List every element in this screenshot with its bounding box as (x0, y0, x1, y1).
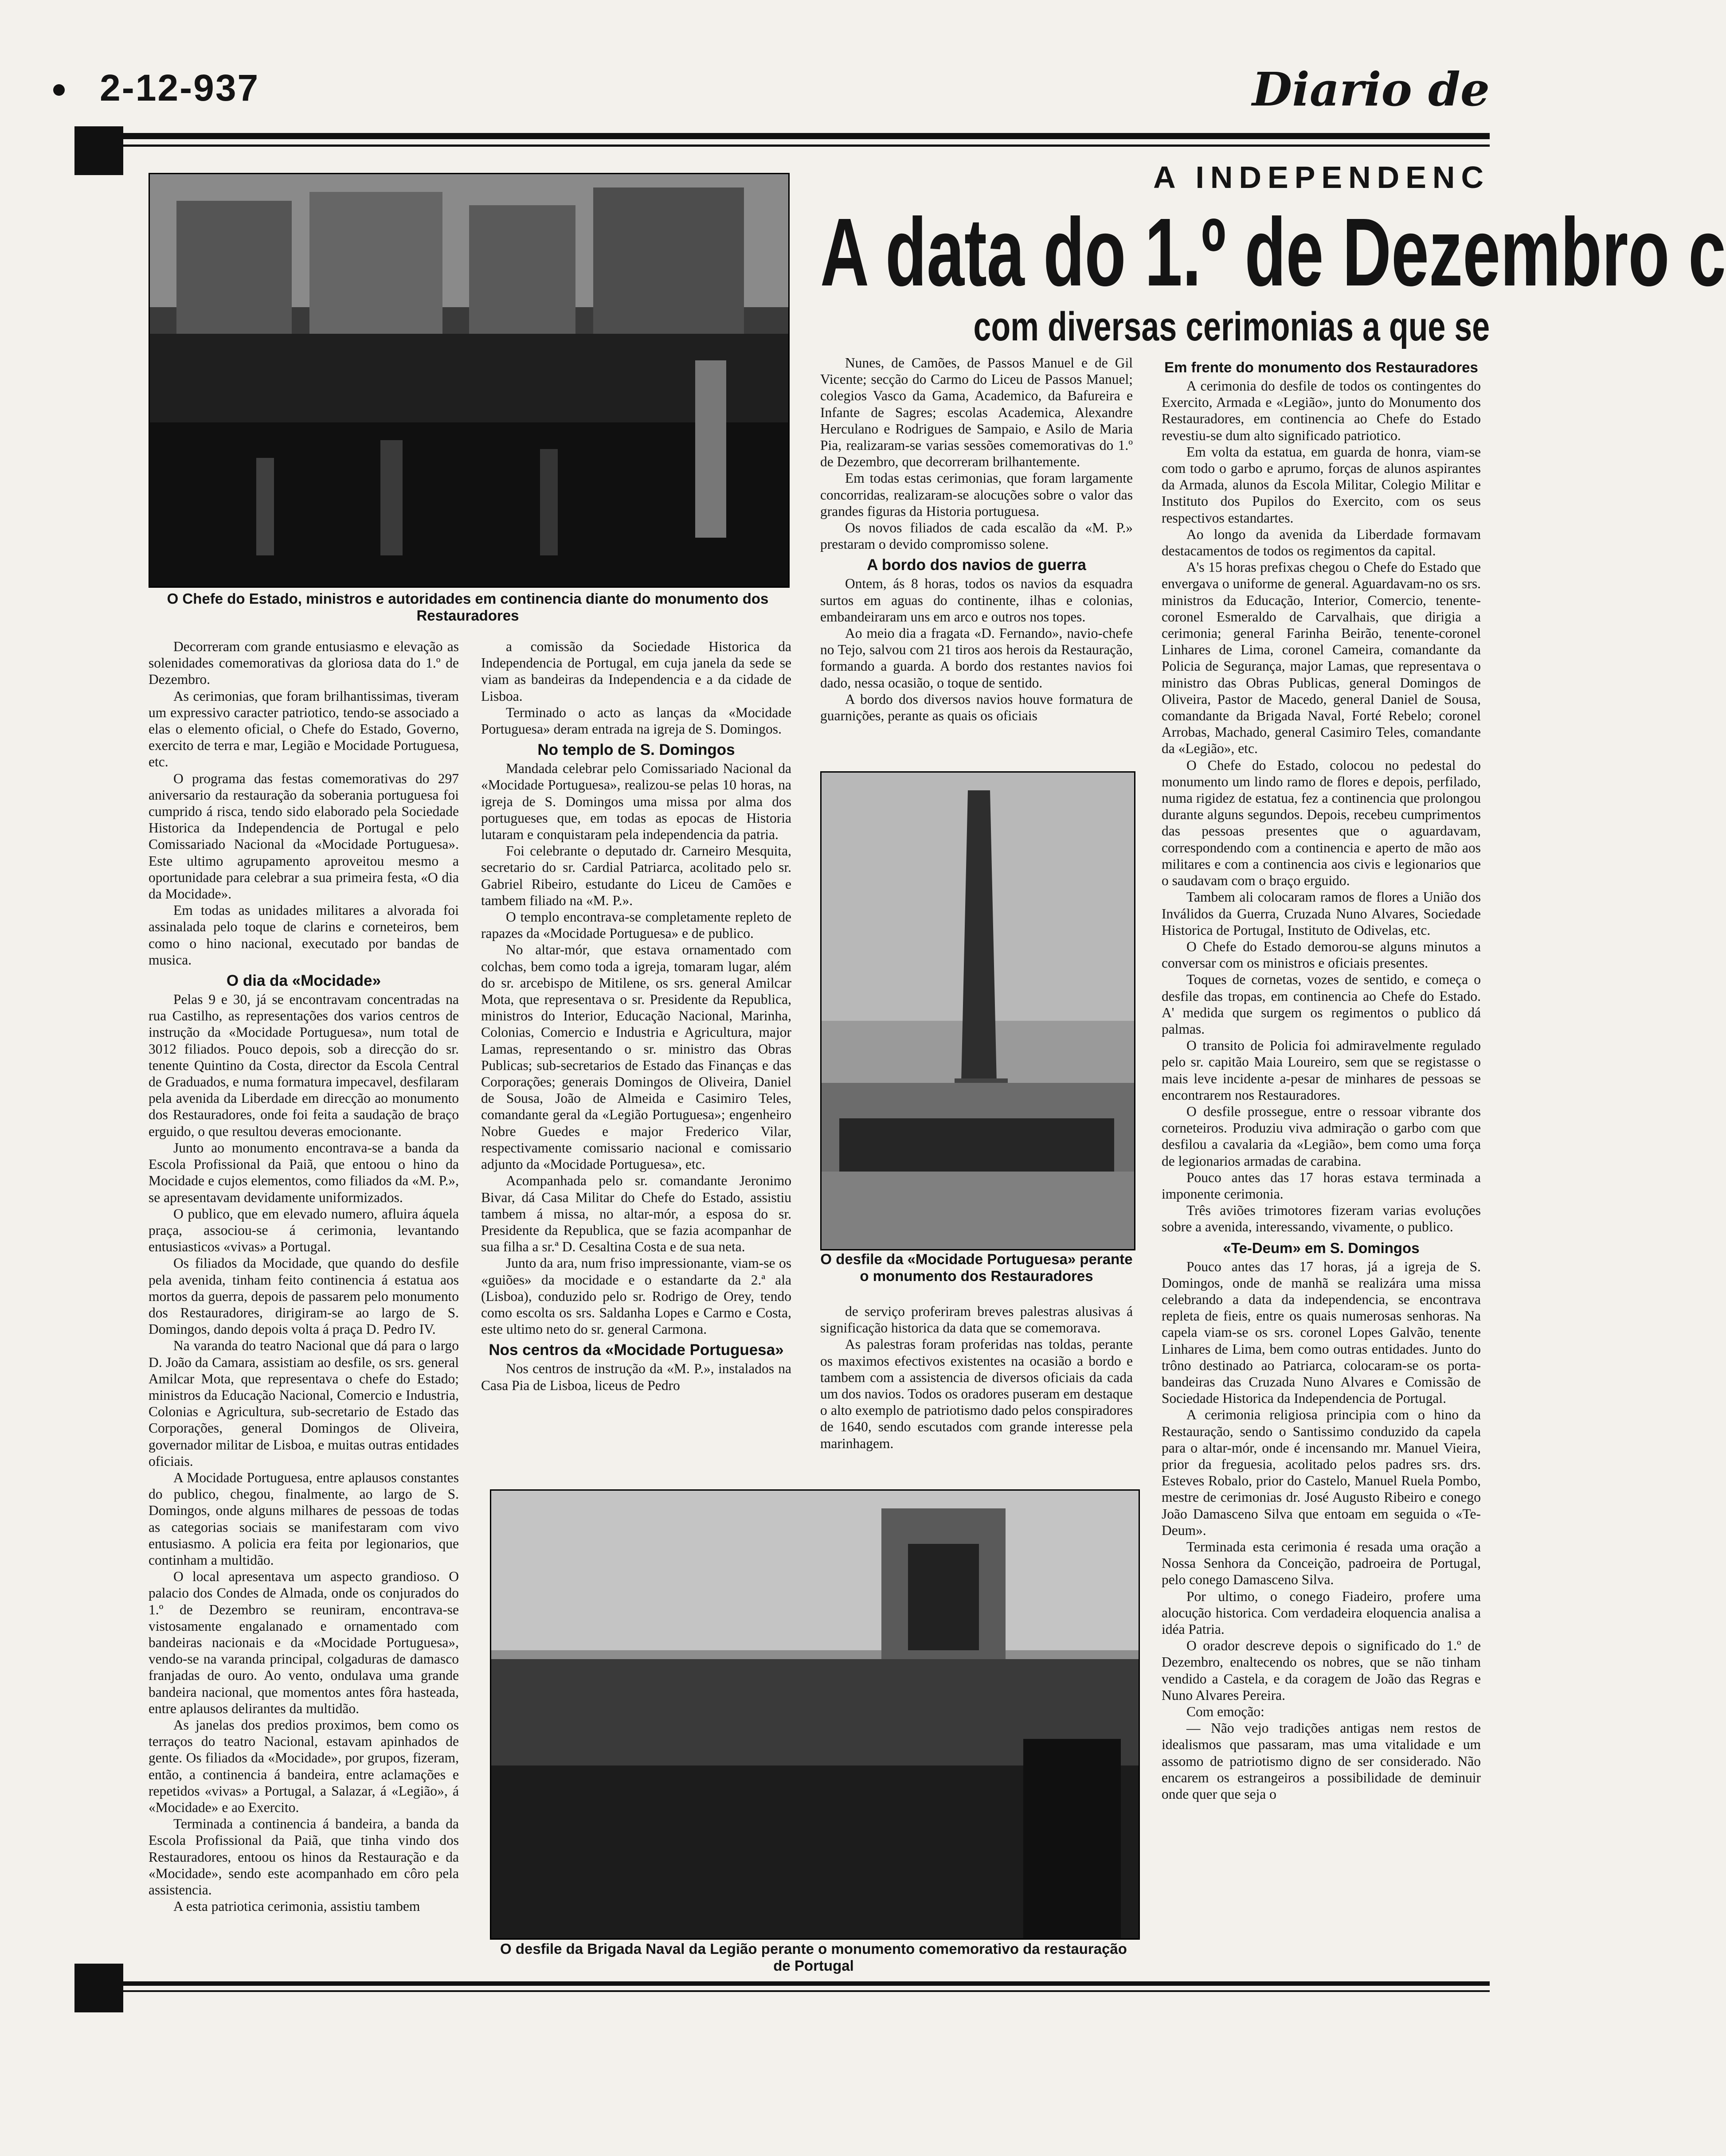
paragraph: Com emoção: (1186, 1704, 1264, 1720)
photo-brigada-caption: O desfile da Brigada Naval da Legião perante o monumento comemorativo da restauração de Portugal (500, 1941, 1127, 1974)
subheading-navios-de-guerra: A bordo dos navios de guerra (867, 556, 1086, 574)
paragraph: O Chefe do Estado, colocou no pedestal do monumento um lindo ramo de flores e depois, perfilado, numa rigidez de estatua, fez a continencia que prolongou durante alguns segundos. Depois, recebeu cumprimentos das pessoas presentes que o aguardavam, correspondendo com a continencia e aperto de mão aos militares e com a continencia aos civis e legionarios que o saudavam com o braço erguido. (1162, 757, 1481, 889)
paragraph: Três aviões trimotores fizeram varias evoluções sobre a avenida, interessando, vivamente, o publico. (1162, 1203, 1481, 1235)
top-rule-thin (123, 145, 1490, 147)
paragraph: O Chefe do Estado demorou-se alguns minutos a conversar com os ministros e oficiais presentes. (1162, 938, 1481, 971)
photo-mocidade-caption: O desfile da «Mocidade Portuguesa» perante o monumento dos Restauradores (820, 1251, 1133, 1284)
article-column-1 (149, 638, 459, 1914)
paragraph: — Não vejo tradições antigas nem restos de idealismos que passaram, mas uma vitalidade e um assomo de patriotismo digno de ser considerado. Não encarem os estrangeiros a possibilidade de deminuir onde quer que seja o (1162, 1720, 1481, 1802)
paragraph: Foi celebrante o deputado dr. Carneiro Mesquita, secretario do sr. Cardial Patriarca, acolitado pelo sr. Gabriel Ribeiro, estudante do Liceu de Camões e tambem filiado na «M. P.». (481, 843, 791, 908)
paragraph: A cerimonia do desfile de todos os contingentes do Exercito, Armada e «Legião», junto do Monumento dos Restauradores, em continencia ao Chefe do Estado revestiu-se dum alto significado patriotico. (1162, 378, 1481, 443)
paragraph: Ao longo da avenida da Liberdade formavam destacamentos de todos os regimentos da capital. (1162, 526, 1481, 559)
paragraph: As janelas dos predios proximos, bem como os terraços do teatro Nacional, estavam apinhados de gente. Os filiados da «Mocidade», por grupos, fizeram, então, a continencia á bandeira, entre aclamações e repetidos «vivas» a Portugal, a Salazar, á «Legião», á «Mocidade» e ao Exercito. (149, 1717, 459, 1816)
paragraph: Ontem, ás 8 horas, todos os navios da esquadra surtos em aguas do continente, ilhas e colonias, embandeiraram uns em arco e outros nos topes. (820, 576, 1133, 625)
paragraph: A esta patriotica cerimonia, assistiu tambem (173, 1898, 420, 1914)
photo-chefe-caption: O Chefe do Estado, ministros e autoridades em continencia diante do monumento dos Restauradores (167, 590, 769, 624)
paragraph: A Mocidade Portuguesa, entre aplausos constantes do publico, chegou, finalmente, ao largo de S. Domingos, onde alguns milhares de pessoas de todas as categorias sociais se manifestaram com vivo entusiasmo. A policia era feita por legionarios, que continham a multidão. (149, 1469, 459, 1568)
subheading-centros-mocidade: Nos centros da «Mocidade Portuguesa» (489, 1341, 784, 1359)
paragraph: A bordo dos diversos navios houve formatura de guarnições, perante as quais os oficiais (820, 691, 1133, 724)
paragraph: Terminada esta cerimonia é resada uma oração a Nossa Senhora da Conceição, padroeira de Portugal, pelo conego Damasceno Silva. (1162, 1539, 1481, 1588)
paragraph: As cerimonias, que foram brilhantissimas, tiveram um expressivo caracter patriotico, tendo-se associado a elas o elemento oficial, o Chefe do Estado, Governo, exercito de terra e mar, Legião e Mocidade Portuguesa, etc. (149, 688, 459, 770)
paragraph: Terminado o acto as lanças da «Mocidade Portuguesa» deram entrada na igreja de S. Domingos. (481, 704, 791, 737)
photo-brigada-naval (490, 1489, 1140, 1940)
paragraph: Tambem ali colocaram ramos de flores a União dos Inválidos da Guerra, Cruzada Nuno Alvares, Sociedade Historica de Portugal, Instituto de Odivelas, etc. (1162, 889, 1481, 938)
paragraph: No altar-mór, que estava ornamentado com colchas, bem como toda a igreja, tomaram lugar, além do sr. arcebispo de Mitilene, os srs. general Amilcar Mota, que representava o sr. Presidente da Republica, ministros do Interior, Educação Nacional, Marinha, Colonias, Comercio e Industria e Agricultura, major Lamas, representando o sr. ministro das Obras Publicas; sub-secretarios de Estado das Finanças e das Corporações; generais Domingos de Oliveira, Daniel de Sousa, João de Almeida e Casimiro Teles, comandante geral da «Legião Portuguesa»; engenheiro Nobre Guedes e major Frederico Vilar, respectivamente comissario nacional e comissario adjunto da «Mocidade Portuguesa», etc. (481, 942, 791, 1172)
paragraph: Junto ao monumento encontrava-se a banda da Escola Profissional da Paiã, que entoou o hino da Mocidade e cujos elementos, como filiados da «M. P.», se apresentavam devidamente uniformizados. (149, 1140, 459, 1205)
paragraph: Pelas 9 e 30, já se encontravam concentradas na rua Castilho, as representações dos varios centros de instrução da «Mocidade Portuguesa», num total de 3012 filiados. Pouco depois, sob a direcção do sr. tenente Quintino da Costa, director da Escola Central de Graduados, e numa formatura impecavel, desfilaram pela avenida da Liberdade em direcção ao monumento dos Restauradores, onde foi feita a saudação de braço erguido, o que resultou deveras emocionante. (149, 992, 459, 1139)
paragraph: Junto da ara, num friso impressionante, viam-se os «guiões» da mocidade e o estandarte da 2.ª ala (Lisboa), conduzido pelo sr. Rodrigo de Orey, tendo como escolta os srs. Saldanha Lopes e Carmo e Costa, este ultimo neto do sr. general Carmona. (481, 1255, 791, 1337)
subheading-te-deum: «Te-Deum» em S. Domingos (1223, 1239, 1420, 1256)
bottom-rule-thin (123, 1990, 1490, 1992)
margin-block-top (74, 126, 123, 175)
paragraph: Nunes, de Camões, de Passos Manuel e de Gil Vicente; secção do Carmo do Liceu de Passos Manuel; colegios Vasco da Gama, Academico, da Bafureira e Infante de Sagres; escolas Academica, Alexandre Herculano e Rodrigues de Sampaio, e Asilo de Maria Pia, realizaram-se varias sessões comemorativas do 1.º de Dezembro, que decorreram brilhantemente. (820, 355, 1133, 470)
paragraph: O local apresentava um aspecto grandioso. O palacio dos Condes de Almada, onde os conjurados do 1.º de Dezembro se reuniram, encontrava-se vistosamente engalanado e ornamentado com bandeiras nacionais e da «Mocidade Portuguesa», vendo-se na varanda principal, colgaduras de damasco franjadas de ouro. Ao vento, ondulava uma grande bandeira nacional, que momentos antes fôra hasteada, entre aplausos delirantes da multidão. (149, 1569, 459, 1716)
article-column-3-cont (820, 1303, 1133, 1452)
top-rule (123, 133, 1490, 139)
paragraph: Em volta da estatua, em guarda de honra, viam-se com todo o garbo e aprumo, forças de alunos aspirantes da Armada, alunos da Escola Militar, Colegio Militar e Instituto dos Pupilos do Exercito, com os seus respectivos estandartes. (1162, 444, 1481, 526)
margin-block-bottom (74, 1964, 123, 2012)
paragraph: A's 15 horas prefixas chegou o Chefe do Estado que envergava o uniforme de general. Aguardavam-no os srs. ministros da Educação, Interior, Comercio, tenente-coronel Esmeraldo de Carvalhais, que dirigia a cerimonia; general Farinha Beirão, tenente-coronel Linhares de Lima, coronel Cameira, comandante da Policia de Segurança, major Lamas, que representava o ministro das Obras Publicas, general Domingos de Oliveira, Pastor de Macedo, general Daniel de Sousa, comandante da Brigada Naval, Forté Rebelo; coronel Arrobas, Machado, general Casimiro Teles, comandante da «Legião», etc. (1162, 559, 1481, 757)
paragraph: O transito de Policia foi admiravelmente regulado pelo sr. capitão Maia Loureiro, sem que se registasse o mais leve incidente a-pesar de minhares de pessoas se encontrarem nos Restauradores. (1162, 1038, 1481, 1103)
subheading-templo-s-domingos: No templo de S. Domingos (537, 741, 735, 759)
section-kicker: A INDEPENDENC (1153, 160, 1490, 195)
paragraph: O orador descreve depois o significado do 1.º de Dezembro, enaltecendo os nobres, que se não tinham vendido a Castela, e da coragem de João das Regras e Nuno Alvares Pereira. (1162, 1638, 1481, 1703)
paragraph: Pouco antes das 17 horas, já a igreja de S. Domingos, onde de manhã se realizára uma missa celebrando a data da independencia, se encontrava repleta de fieis, entre os quais numerosas senhoras. Na capela viam-se os srs. coronel Lopes Galvão, tenente Linhares de Lima, bem como outras entidades. Junto do trôno destinado ao Patriarca, colocaram-se os porta-bandeiras das Cruzada Nuno Alvares e Comissão de Sociedade Historica da Independencia de Portugal. (1162, 1258, 1481, 1406)
article-column-2 (481, 638, 791, 1394)
photo-desfile-mocidade (820, 771, 1135, 1250)
paragraph: Os filiados da Mocidade, que quando do desfile pela avenida, tinham feito continencia á estatua aos mortos da guerra, depois de passarem pelo monumento dos Restauradores, dirigiram-se ao largo de S. Domingos, dando depois volta á praça D. Pedro IV. (149, 1255, 459, 1337)
headline-deck: com diversas cerimonias a que se (973, 304, 1490, 349)
paragraph: As palestras foram proferidas nas toldas, perante os maximos efectivos existentes na ocasião a bordo e tambem com a assistencia de diversos oficiais da cada um dos navios. Todos os oradores puseram em destaque o alto exemplo de patriotismo dado pelos conspiradores de 1640, sendo escutados com grande interesse pela marinhagem. (820, 1336, 1133, 1451)
paragraph: Na varanda do teatro Nacional que dá para o largo D. João da Camara, assistiam ao desfile, os srs. general Amilcar Mota, que representava o chefe do Estado; ministros da Educação Nacional, Comercio e Industria, Colonias e Agricultura, sub-secretario de Estado das Corporações, general Domingos de Oliveira, governador militar de Lisboa, e muitas outras entidades oficiais. (149, 1338, 459, 1469)
paragraph: Acompanhada pelo sr. comandante Jeronimo Bivar, dá Casa Militar do Chefe do Estado, assistiu tambem á missa, no altar-mór, a esposa do sr. Presidente da Republica, que se fazia acompanhar de sua filha a sr.ª D. Cesaltina Costa e de sua neta. (481, 1173, 791, 1255)
article-column-4 (1162, 355, 1481, 1802)
paragraph: a comissão da Sociedade Historica da Independencia de Portugal, em cuja janela da sede se viam as bandeiras da Independencia e a da cidade de Lisboa. (481, 639, 791, 704)
page-date: 2-12-937 (100, 67, 260, 109)
paragraph: de serviço proferiram breves palestras alusivas á significação historica da data que se comemorava. (820, 1304, 1133, 1336)
paragraph: Pouco antes das 17 horas estava terminada a imponente cerimonia. (1162, 1169, 1481, 1202)
paragraph: Os novos filiados de cada escalão da «M. P.» prestaram o devido compromisso solene. (820, 520, 1133, 552)
paragraph: O desfile prossegue, entre o ressoar vibrante dos corneteiros. Produziu viva admiração o garbo com que desfilou a cavalaria da «Legião», bem como uma força de legionarios armadas de carabina. (1162, 1103, 1481, 1169)
paragraph: O templo encontrava-se completamente repleto de rapazes da «Mocidade Portuguesa» e de publico. (481, 909, 791, 941)
paragraph: Por ultimo, o conego Fiadeiro, profere uma alocução historica. Com verdadeira eloquencia analisa a idéa Patria. (1162, 1588, 1481, 1637)
subheading-dia-da-mocidade: O dia da «Mocidade» (226, 972, 381, 990)
paragraph: O programa das festas comemorativas do 297 aniversario da restauração da soberania portuguesa foi cumprido á risca, tendo sido elaborado pela Sociedade Historica da Independencia de Portugal e pelo Comissariado Nacional da «Mocidade Portuguesa». Este ultimo agrupamento aproveitou mesmo a oportunidade para celebrar a sua primeira festa, «O dia da Mocidade». (149, 770, 459, 902)
paragraph: Em todas as unidades militares a alvorada foi assinalada pelo toque de clarins e corneteiros, bem como o hino nacional, executado por bandas de musica. (149, 902, 459, 968)
paragraph: Nos centros de instrução da «M. P.», instalados na Casa Pia de Lisboa, liceus de Pedro (481, 1361, 791, 1393)
article-column-3 (820, 355, 1133, 724)
photo-chefe-do-estado (149, 173, 790, 588)
paragraph: Decorreram com grande entusiasmo e elevação as solenidades comemorativas da gloriosa data do 1.º de Dezembro. (149, 639, 459, 687)
subheading-monumento-restauradores: Em frente do monumento dos Restauradores (1164, 359, 1478, 375)
bottom-rule (123, 1981, 1490, 1986)
newspaper-masthead: Diario de (1252, 62, 1490, 117)
headline: A data do 1.º de Dezembro c (820, 199, 1726, 306)
paragraph: A cerimonia religiosa principia com o hino da Restauração, sendo o Santissimo conduzido da capela para o altar-mór, onde é incensando mr. Manuel Vieira, prior da freguesia, acolitado pelos padres srs. drs. Esteves Robalo, prior do Castelo, Manuel Ruela Pombo, mestre de cerimonias dr. José Augusto Ribeiro e conego João Damasceno Silva que entoam em seguida o «Te-Deum». (1162, 1407, 1481, 1538)
paragraph: Em todas estas cerimonias, que foram largamente concorridas, realizaram-se alocuções sobre o valor das grandes figuras da Historia portuguesa. (820, 470, 1133, 519)
paragraph: O publico, que em elevado numero, afluira áquela praça, associou-se á cerimonia, levantando entusiasticos «vivas» a Portugal. (149, 1206, 459, 1255)
paragraph: Terminada a continencia á bandeira, a banda da Escola Profissional da Paiã, que tinha vindo dos Restauradores, entoou os hinos da Restauração e da «Mocidade», sendo este acompanhado em côro pela assistencia. (149, 1816, 459, 1898)
paragraph: Ao meio dia a fragata «D. Fernando», navio-chefe no Tejo, salvou com 21 tiros aos herois da Restauração, formando a guarda. A bordo dos restantes navios foi dado, nessa ocasião, o toque de sentido. (820, 625, 1133, 691)
paragraph: Mandada celebrar pelo Comissariado Nacional da «Mocidade Portuguesa», realizou-se pelas 10 horas, na igreja de S. Domingos uma missa por alma dos portugueses que, em todas as epocas de Historia lutaram e conquistaram pela independencia da patria. (481, 761, 791, 843)
paragraph: Toques de cornetas, vozes de sentido, e começa o desfile das tropas, em continencia ao Chefe do Estado. A' medida que surgem os regimentos o publico dá palmas. (1162, 972, 1481, 1037)
margin-dot (53, 84, 65, 96)
